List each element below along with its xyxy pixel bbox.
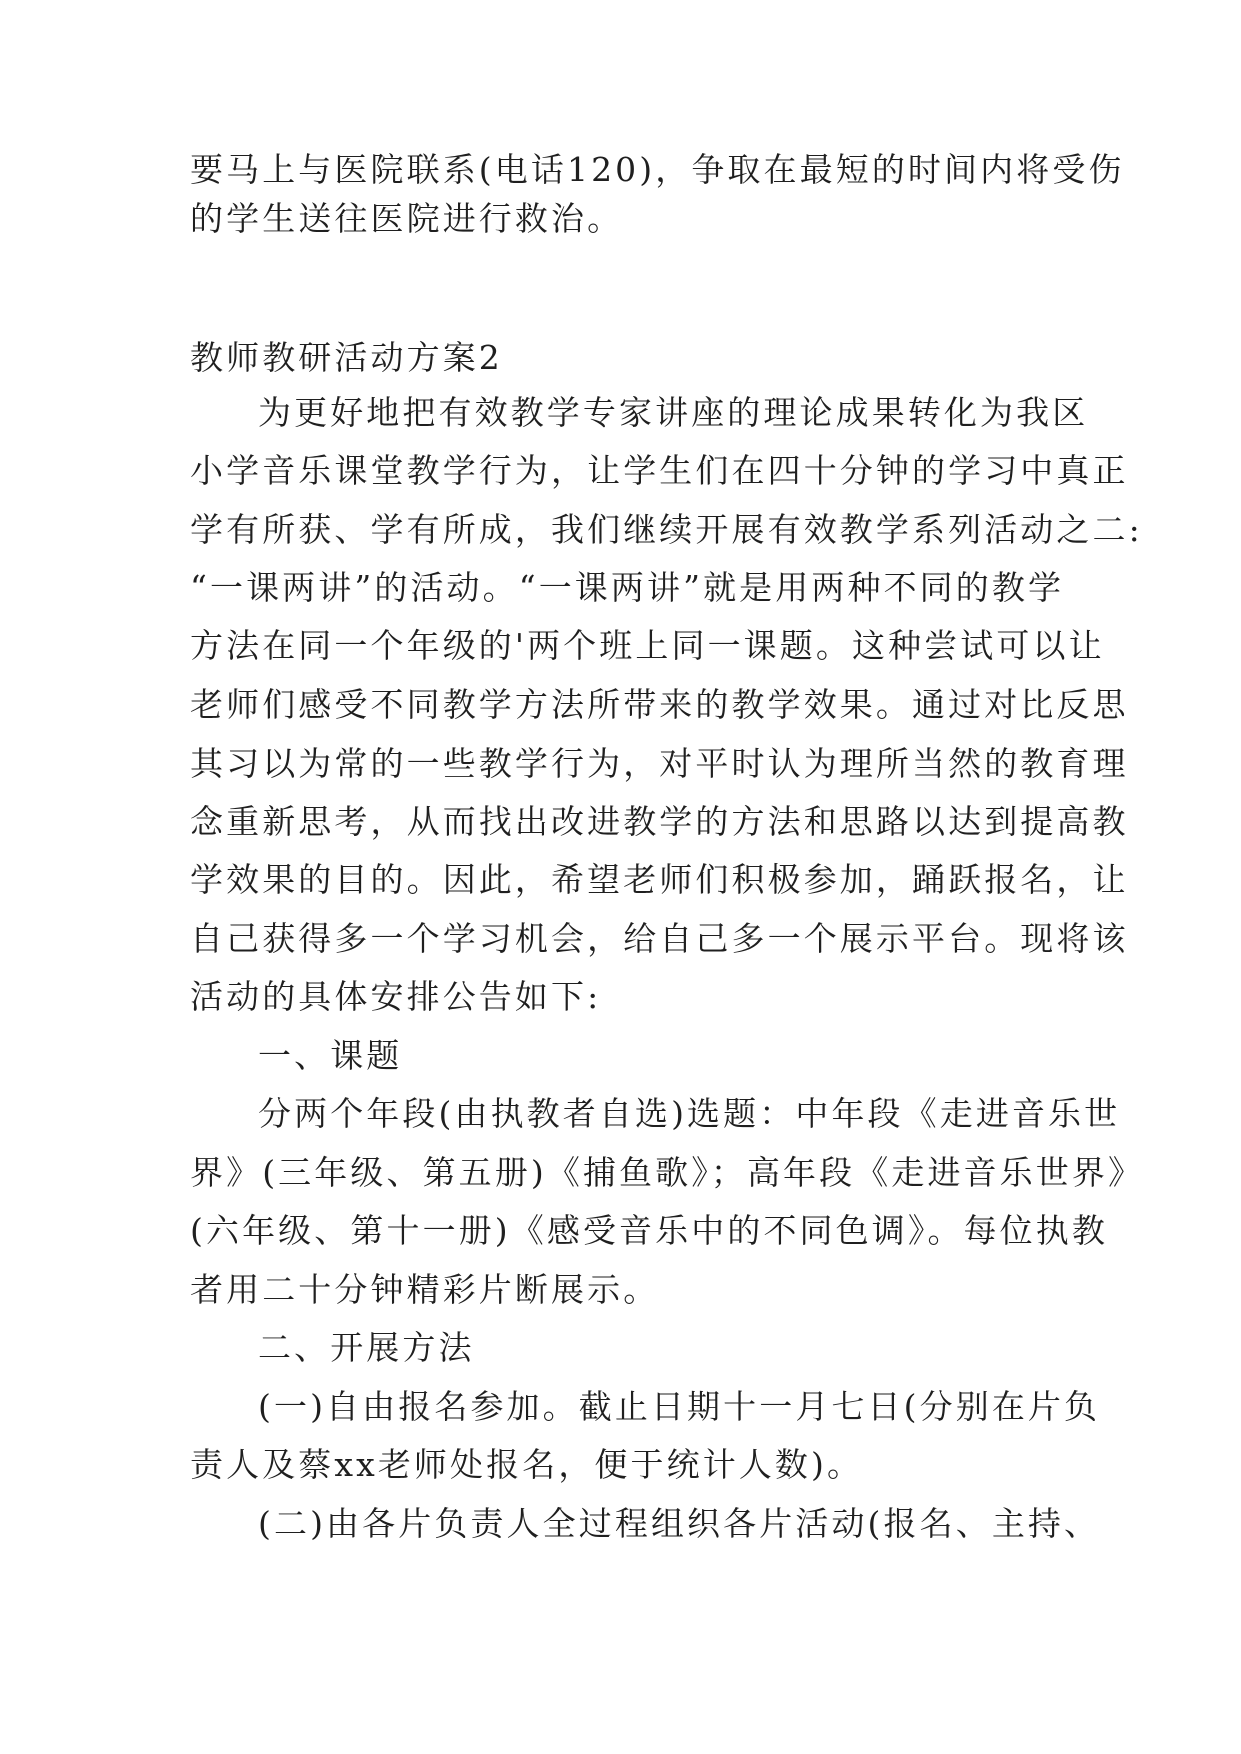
- paragraph-line: 的学生送往医院进行救治。: [190, 199, 624, 238]
- paragraph-line: 责人及蔡xx老师处报名，便于统计人数)。: [190, 1445, 864, 1484]
- subsection-heading: 二、开展方法: [258, 1328, 475, 1367]
- paragraph-line: 学效果的目的。因此，希望老师们积极参加，踊跃报名，让: [190, 860, 1129, 899]
- paragraph-line: 界》(三年级、第五册)《捕鱼歌》；高年段《走进音乐世界》: [190, 1153, 1145, 1192]
- paragraph-line: “一课两讲”的活动。“一课两讲”就是用两种不同的教学: [190, 568, 1065, 607]
- paragraph-line: 者用二十分钟精彩片断展示。: [190, 1270, 660, 1309]
- paragraph-line: (六年级、第十一册)《感受音乐中的不同色调》。每位执教: [190, 1211, 1108, 1250]
- paragraph-line: 其习以为常的一些教学行为，对平时认为理所当然的教育理: [190, 744, 1129, 783]
- paragraph-line: 念重新思考，从而找出改进教学的方法和思路以达到提高教: [190, 802, 1129, 841]
- paragraph-line: 要马上与医院联系(电话120)，争取在最短的时间内将受伤: [190, 150, 1125, 189]
- paragraph-line: 方法在同一个年级的'两个班上同一课题。这种尝试可以让: [190, 626, 1105, 665]
- paragraph-line: (二)由各片负责人全过程组织各片活动(报名、主持、: [258, 1504, 1101, 1543]
- paragraph-line: 老师们感受不同教学方法所带来的教学效果。通过对比反思: [190, 685, 1129, 724]
- paragraph-line: 分两个年段(由执教者自选)选题：中年段《走进音乐世: [258, 1094, 1121, 1133]
- subsection-heading: 一、课题: [258, 1036, 403, 1075]
- paragraph-line: 为更好地把有效教学专家讲座的理论成果转化为我区: [258, 393, 1089, 432]
- paragraph-line: 小学音乐课堂教学行为，让学生们在四十分钟的学习中真正: [190, 451, 1129, 490]
- section-heading: 教师教研活动方案2: [190, 338, 503, 377]
- paragraph-line: (一)自由报名参加。截止日期十一月七日(分别在片负: [258, 1387, 1101, 1426]
- paragraph-line: 学有所获、学有所成，我们继续开展有效教学系列活动之二:: [190, 510, 1143, 549]
- paragraph-line: 活动的具体安排公告如下:: [190, 977, 602, 1016]
- paragraph-line: 自己获得多一个学习机会，给自己多一个展示平台。现将该: [190, 919, 1129, 958]
